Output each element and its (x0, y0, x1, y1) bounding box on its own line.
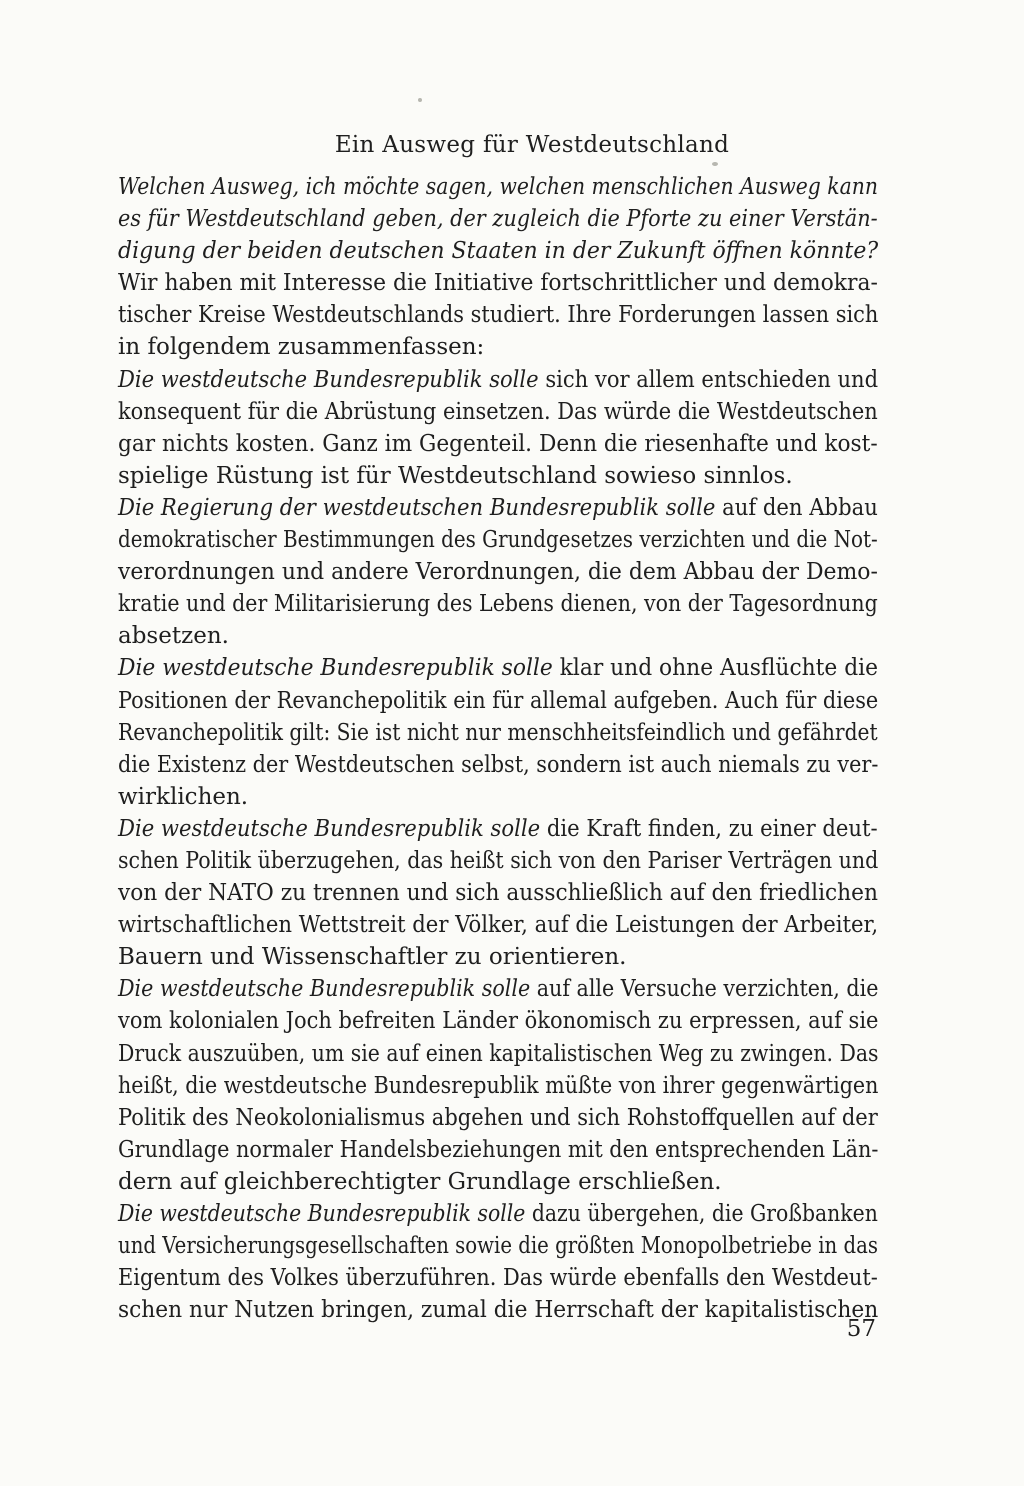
scan-speck (712, 162, 718, 166)
text-line: absetzen. (118, 623, 229, 650)
text-line: demokratischer Bestimmungen des Grundgesetzes verzichten und die Not- (118, 527, 878, 554)
text-line: wirtschaftlichen Wettstreit der Völker, auf die Leistungen der Arbeiter, (118, 912, 879, 939)
text-line: gar nichts kosten. Ganz im Gegenteil. Denn die riesenhafte und kost- (118, 430, 878, 457)
demand-lead: Die westdeutsche Bundesrepublik solle (118, 366, 539, 393)
text-line: Bauern und Wissenschaftler zu orientieren. (118, 944, 627, 971)
text-line: Welchen Ausweg, ich möchte sagen, welchen menschlichen Ausweg kann (118, 174, 878, 200)
text-line: Eigentum des Volkes überzuführen. Das würde ebenfalls den Westdeut- (118, 1265, 878, 1292)
text-line: Politik des Neokolonialismus abgehen und sich Rohstoffquellen auf der (118, 1104, 878, 1131)
text-fragment: die Kraft finden, zu einer deut- (540, 815, 878, 842)
text-fragment: auf alle Versuche verzichten, die (530, 976, 879, 1003)
demand-lead: Die westdeutsche Bundesrepublik solle (118, 655, 553, 682)
text-fragment: dazu übergehen, die Großbanken (525, 1201, 878, 1227)
text-line: kratie und der Militarisierung des Lebens dienen, von der Tagesordnung (118, 591, 878, 618)
text-line (118, 364, 879, 396)
paragraph-demand-banks (118, 1198, 878, 1326)
text-line: es für Westdeutschland geben, der zugleich die Pforte zu einer Verstän- (118, 206, 878, 233)
text-line: und Versicherungsgesellschaften sowie die größten Monopolbetriebe in das (118, 1233, 878, 1260)
text-line: Revanchepolitik gilt: Sie ist nicht nur menschheitsfeindlich und gefährdet (118, 719, 878, 746)
text-line: schen nur Nutzen bringen, zumal die Herrschaft der kapitalistischen (118, 1297, 879, 1324)
text-line: Grundlage normaler Handelsbeziehungen mit den entsprechenden Län- (118, 1136, 879, 1163)
text-line: von der NATO zu trennen und sich ausschließlich auf den friedlichen (118, 880, 878, 907)
paragraph-demand-colonial (118, 973, 878, 1198)
text-line (118, 652, 878, 684)
text-fragment: klar und ohne Ausflüchte die (552, 655, 878, 682)
paragraph-demand-nato (118, 813, 878, 973)
paragraph-demand-democracy (118, 492, 878, 652)
text-line: vom kolonialen Joch befreiten Länder ökonomisch zu erpressen, auf sie (118, 1008, 879, 1035)
text-line (118, 973, 879, 1005)
text-fragment: sich vor allem entschieden und (538, 366, 879, 393)
text-line (118, 492, 878, 524)
text-line: Wir haben mit Interesse die Initiative fortschrittlicher und demokra- (118, 270, 878, 297)
text-line: spielige Rüstung ist für Westdeutschland sowieso sinnlos. (118, 462, 793, 489)
text-line: Positionen der Revanchepolitik ein für allemal aufgeben. Auch für diese (118, 687, 879, 714)
text-line: in folgendem zusammenfassen: (118, 334, 485, 361)
demand-lead: Die Regierung der westdeutschen Bundesrepublik solle (118, 494, 716, 521)
paragraph-intro (118, 267, 878, 363)
page-number: 57 (846, 1316, 876, 1342)
paragraph-demand-revanche (118, 652, 878, 812)
text-line: die Existenz der Westdeutschen selbst, sondern ist auch niemals zu ver- (118, 751, 879, 778)
text-line: verordnungen und andere Verordnungen, die dem Abbau der Demo- (118, 559, 878, 586)
text-line: Druck auszuüben, um sie auf einen kapitalistischen Weg zu zwingen. Das (118, 1040, 879, 1067)
body-text (118, 171, 878, 1326)
text-line: konsequent für die Abrüstung einsetzen. Das würde die Westdeutschen (118, 398, 878, 425)
text-line: heißt, die westdeutsche Bundesrepublik müßte von ihrer gegenwärtigen (118, 1072, 879, 1099)
demand-lead: Die westdeutsche Bundesrepublik solle (118, 1201, 526, 1227)
text-line: digung der beiden deutschen Staaten in der Zukunft öffnen könnte? (118, 238, 879, 265)
text-line: tischer Kreise Westdeutschlands studiert. Ihre Forderungen lassen sich (118, 302, 879, 329)
paragraph-question (118, 171, 878, 267)
text-line (118, 1198, 878, 1230)
section-heading: Ein Ausweg für Westdeutschland (334, 132, 730, 158)
scan-speck (418, 98, 422, 102)
demand-lead: Die westdeutsche Bundesrepublik solle (118, 976, 531, 1003)
text-line: wirklichen. (118, 783, 249, 810)
paragraph-demand-disarmament (118, 364, 878, 492)
text-fragment: auf den Abbau (715, 494, 878, 521)
text-line: schen Politik überzugehen, das heißt sich von den Pariser Verträgen und (118, 847, 879, 874)
text-line: dern auf gleichberechtigter Grundlage erschließen. (118, 1168, 722, 1195)
text-line (118, 813, 878, 845)
demand-lead: Die westdeutsche Bundesrepublik solle (118, 815, 541, 842)
